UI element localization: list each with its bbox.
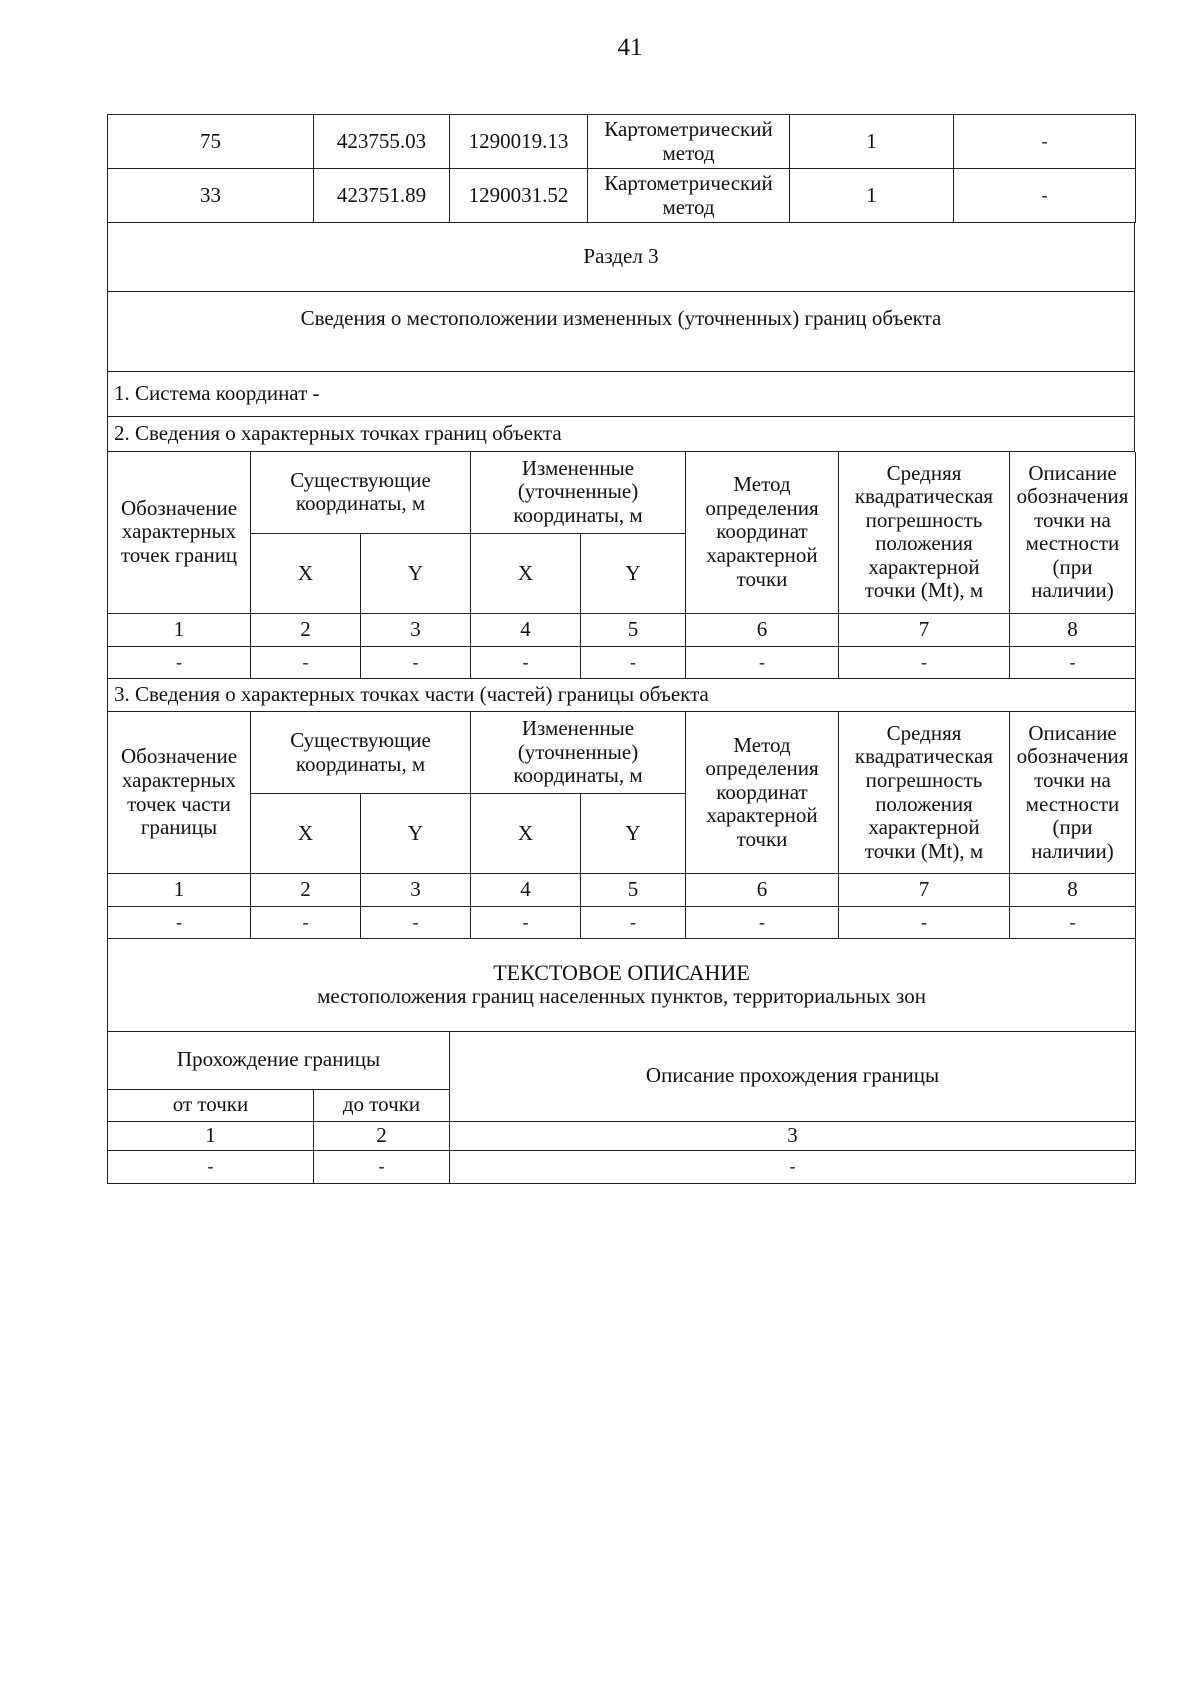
coord-x: 423755.03 [314, 115, 450, 169]
x-header: X [251, 534, 361, 614]
empty-cell: - [251, 907, 361, 939]
column-number: 6 [686, 614, 839, 647]
continuation-table [107, 114, 1136, 223]
empty-cell: - [686, 907, 839, 939]
empty-cell: - [581, 647, 686, 679]
method-cell [588, 169, 790, 223]
header-line: положения [875, 791, 973, 816]
header-line: координаты, м [513, 503, 643, 527]
header-line: характерной [868, 554, 980, 579]
header-line: Существующие [290, 467, 431, 492]
header-line: Средняя [886, 720, 962, 745]
parts-header-row [108, 712, 1136, 794]
y-header: Y [361, 794, 471, 874]
header-line: Средняя [886, 460, 962, 485]
method-header [686, 712, 839, 874]
section-subtitle-row [108, 291, 1135, 371]
table-row [108, 115, 1136, 169]
header-line: (уточненные) [517, 739, 639, 764]
col-designation-header [108, 712, 251, 874]
empty-cell: - [314, 1150, 450, 1183]
column-number: 8 [1010, 874, 1136, 907]
method-line: Картометрический [604, 116, 773, 141]
x-header: X [471, 534, 581, 614]
header-line: Существующие [290, 727, 431, 752]
method-line: Картометрический [604, 170, 773, 195]
header-line: местности [1025, 791, 1120, 816]
header-line: местности [1025, 531, 1120, 556]
header-line: точек границ [120, 543, 238, 567]
to-point-header: до точки [314, 1089, 450, 1121]
parts-heading-row [108, 679, 1136, 712]
header-line: Измененные [521, 716, 635, 741]
empty-cell: - [471, 647, 581, 679]
parts-heading: 3. Сведения о характерных точках части (частей) границы объекта [108, 679, 1136, 712]
column-number: 7 [839, 874, 1010, 907]
text-description-title-row [108, 939, 1136, 1031]
header-line: (при [1052, 815, 1093, 840]
method-cell [588, 115, 790, 169]
section-title: Раздел 3 [108, 223, 1135, 291]
header-line: точки на [1034, 767, 1111, 792]
header-line: координаты, м [295, 491, 426, 516]
column-number: 2 [314, 1121, 450, 1150]
column-number: 8 [1010, 614, 1136, 647]
method-line: метод [662, 194, 715, 219]
column-number: 3 [450, 1121, 1136, 1150]
coord-system-row [108, 371, 1135, 416]
coord-system-text: 1. Система координат - [108, 371, 1135, 416]
table-row [108, 647, 1136, 679]
header-line: Метод [733, 472, 791, 497]
header-line: координаты, м [295, 751, 426, 776]
empty-cell: - [108, 907, 251, 939]
table-row [108, 169, 1136, 223]
point-number: 33 [108, 169, 314, 223]
boundary-pass-header: Прохождение границы [108, 1031, 450, 1089]
coord-y: 1290019.13 [450, 115, 588, 169]
header-line: точки [736, 826, 788, 851]
header-line: Описание [1028, 720, 1117, 745]
header-line: характерной [868, 815, 980, 840]
column-number: 1 [108, 1121, 314, 1150]
header-line: погрешность [865, 507, 983, 532]
empty-cell: - [686, 647, 839, 679]
column-numbers-row [108, 614, 1136, 647]
mt-value: 1 [790, 169, 954, 223]
column-number: 3 [361, 874, 471, 907]
table-row [108, 1150, 1136, 1183]
header-line: определения [705, 756, 819, 781]
empty-cell: - [361, 647, 471, 679]
col-designation-header [108, 452, 251, 614]
y-header: Y [581, 534, 686, 614]
column-number: 4 [471, 874, 581, 907]
column-number: 4 [471, 614, 581, 647]
column-number: 1 [108, 874, 251, 907]
points-heading: 2. Сведения о характерных точках границ объекта [108, 416, 1135, 451]
boundary-desc-header: Описание прохождения границы [450, 1031, 1136, 1121]
changed-coords-header [471, 452, 686, 534]
header-line: координаты, м [513, 763, 643, 788]
header-line: точки (Mt), м [864, 578, 984, 603]
mt-header [839, 452, 1010, 614]
points-heading-row [108, 416, 1135, 451]
header-line: погрешность [865, 767, 983, 792]
column-number: 5 [581, 874, 686, 907]
header-line: Описание [1028, 460, 1117, 485]
header-line: Измененные [521, 455, 635, 480]
text-description-subtitle: местоположения границ населенных пунктов, территориальных зон [317, 984, 926, 1009]
header-line: точек части [127, 791, 231, 816]
mt-header [839, 712, 1010, 874]
empty-cell: - [1010, 647, 1136, 679]
coord-x: 423751.89 [314, 169, 450, 223]
section-subtitle: Сведения о местоположении измененных (уточненных) границ объекта [108, 291, 1135, 371]
header-line: координат [716, 779, 808, 804]
section-title-row [108, 223, 1135, 291]
header-line: положения [875, 531, 973, 556]
column-numbers-row [108, 1121, 1136, 1150]
page-number: 41 [617, 34, 643, 61]
y-header: Y [581, 794, 686, 874]
header-line: Обозначение [120, 744, 238, 769]
text-description-title-cell [108, 939, 1136, 1031]
empty-cell: - [839, 647, 1010, 679]
method-line: метод [662, 140, 715, 165]
header-line: Метод [733, 732, 791, 757]
column-numbers-row [108, 874, 1136, 907]
header-line: точки [736, 566, 788, 591]
column-number: 2 [251, 874, 361, 907]
empty-cell: - [108, 647, 251, 679]
text-description-table [107, 939, 1136, 1184]
from-point-header: от точки [108, 1089, 314, 1121]
empty-cell: - [471, 907, 581, 939]
header-line: определения [705, 495, 819, 520]
header-line: обозначения [1016, 744, 1129, 769]
header-line: квадратическая [854, 744, 994, 769]
coord-y: 1290031.52 [450, 169, 588, 223]
header-line: координат [716, 519, 808, 544]
header-line: квадратическая [854, 484, 994, 509]
header-line: наличии) [1031, 578, 1114, 603]
existing-coords-header [251, 712, 471, 794]
header-line: (при [1052, 554, 1093, 579]
empty-cell: - [251, 647, 361, 679]
header-line: наличии) [1031, 838, 1114, 863]
points-header-row [108, 452, 1136, 534]
y-header: Y [361, 534, 471, 614]
column-number: 6 [686, 874, 839, 907]
header-line: Обозначение [120, 495, 238, 520]
description-header [1010, 712, 1136, 874]
document-body [107, 114, 1135, 1184]
empty-cell: - [581, 907, 686, 939]
description-header [1010, 452, 1136, 614]
header-line: (уточненные) [517, 479, 639, 504]
column-number: 7 [839, 614, 1010, 647]
header-line: характерной [706, 803, 818, 828]
column-number: 1 [108, 614, 251, 647]
description-value: - [954, 169, 1136, 223]
column-number: 3 [361, 614, 471, 647]
header-line: характерных [121, 519, 237, 544]
column-number: 2 [251, 614, 361, 647]
empty-cell: - [108, 1150, 314, 1183]
points-table [107, 452, 1136, 940]
existing-coords-header [251, 452, 471, 534]
text-description-title: ТЕКСТОВОЕ ОПИСАНИЕ [493, 959, 750, 985]
empty-cell: - [361, 907, 471, 939]
x-header: X [471, 794, 581, 874]
method-header [686, 452, 839, 614]
empty-cell: - [839, 907, 1010, 939]
empty-cell: - [450, 1150, 1136, 1183]
boundary-header-row [108, 1031, 1136, 1089]
table-row [108, 907, 1136, 939]
point-number: 75 [108, 115, 314, 169]
description-value: - [954, 115, 1136, 169]
empty-cell: - [1010, 907, 1136, 939]
header-line: границы [140, 815, 218, 840]
header-line: обозначения [1016, 484, 1129, 509]
changed-coords-header [471, 712, 686, 794]
column-number: 5 [581, 614, 686, 647]
mt-value: 1 [790, 115, 954, 169]
header-line: точки (Mt), м [864, 838, 984, 863]
header-line: характерных [121, 767, 237, 792]
header-line: точки на [1034, 507, 1111, 532]
header-line: характерной [706, 543, 818, 567]
x-header: X [251, 794, 361, 874]
section-header-table [107, 223, 1135, 452]
